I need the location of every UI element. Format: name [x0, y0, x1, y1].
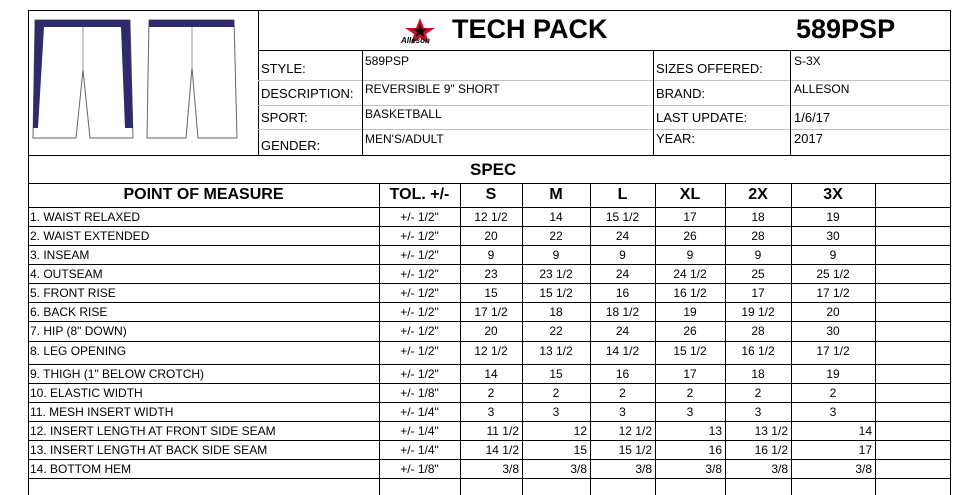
spec-value: 25 [751, 267, 765, 281]
spec-value: 9 [754, 248, 762, 262]
spec-value: 20 [484, 324, 498, 338]
spec-value: 17 [751, 286, 765, 300]
pom-label: 6. BACK RISE [30, 305, 108, 319]
spec-value: 17 1/2 [816, 286, 850, 300]
spec-value: 3 [754, 405, 762, 419]
spec-value: 3/8 [502, 462, 519, 476]
spec-value: 24 1/2 [673, 267, 707, 281]
spec-value: 16 1/2 [741, 344, 775, 358]
spec-value: 16 [615, 286, 630, 300]
spec-value: 18 [549, 305, 563, 319]
year-label: YEAR: [656, 131, 696, 146]
style-value: 589PSP [365, 54, 410, 68]
spec-value: 24 [615, 229, 630, 243]
spec-value: 12 1/2 [474, 210, 508, 224]
spec-value: 12 1/2 [618, 424, 652, 438]
tolerance-value: +/- 1/2" [400, 248, 439, 262]
pom-label: 1. WAIST RELAXED [30, 210, 141, 224]
tolerance-value: +/- 1/4" [400, 405, 439, 419]
size-header-3x: 3X [823, 186, 843, 203]
spec-value: 3/8 [771, 462, 788, 476]
pom-label: 14. BOTTOM HEM [30, 462, 132, 476]
spec-value: 2 [487, 386, 495, 400]
brand-value: ALLESON [794, 82, 850, 96]
spec-value: 24 [615, 267, 630, 281]
spec-value: 9 [619, 248, 626, 262]
spec-value: 15 1/2 [605, 210, 640, 224]
spec-value: 9 [686, 248, 694, 262]
spec-value: 3/8 [855, 462, 872, 476]
spec-value: 20 [826, 305, 840, 319]
spec-value: 13 [708, 424, 722, 438]
spec-value: 12 [573, 424, 587, 438]
spec-value: 15 [484, 286, 498, 300]
last-update-label: LAST UPDATE: [656, 110, 748, 125]
spec-value: 15 1/2 [673, 344, 707, 358]
sport-value: BASKETBALL [365, 107, 442, 121]
pom-label: 8. LEG OPENING [30, 344, 127, 358]
spec-value: 13 1/2 [754, 424, 788, 438]
spec-value: 17 1/2 [816, 344, 850, 358]
spec-value: 15 1/2 [539, 286, 573, 300]
spec-value: 2 [619, 386, 626, 400]
spec-value: 17 1/2 [474, 305, 508, 319]
gender-value: MEN'S/ADULT [365, 132, 444, 146]
spec-value: 23 1/2 [539, 267, 573, 281]
tolerance-value: +/- 1/2" [400, 210, 439, 224]
tol-header: TOL. +/- [389, 186, 450, 203]
spec-value: 2 [552, 386, 560, 400]
shorts-front-illustration [32, 18, 134, 140]
spec-value: 17 [683, 367, 697, 381]
pom-label: 13. INSERT LENGTH AT BACK SIDE SEAM [30, 443, 268, 457]
spec-value: 3 [686, 405, 694, 419]
spec-value: 3/8 [635, 462, 652, 476]
spec-value: 14 [484, 367, 498, 381]
spec-value: 17 [858, 443, 872, 457]
style-label: STYLE: [261, 61, 306, 76]
tolerance-value: +/- 1/2" [400, 367, 439, 381]
spec-value: 2 [686, 386, 694, 400]
spec-value: 18 [751, 210, 765, 224]
size-header-xl: XL [679, 186, 701, 203]
spec-value: 22 [549, 229, 563, 243]
spec-value: 9 [829, 248, 837, 262]
spec-value: 26 [683, 229, 697, 243]
tolerance-value: +/- 1/4" [400, 443, 439, 457]
spec-value: 30 [826, 324, 840, 338]
size-header-s: S [485, 186, 497, 203]
pom-label: 10. ELASTIC WIDTH [30, 386, 143, 400]
pom-header: POINT OF MEASURE [123, 186, 284, 203]
spec-value: 3/8 [705, 462, 722, 476]
spec-value: 19 [826, 210, 840, 224]
pom-label: 3. INSEAM [30, 248, 90, 262]
spec-value: 14 [549, 210, 563, 224]
spec-value: 3 [829, 405, 837, 419]
spec-value: 16 1/2 [673, 286, 707, 300]
tolerance-value: +/- 1/2" [400, 305, 439, 319]
size-header-m: M [549, 186, 563, 203]
last-update-value: 1/6/17 [794, 110, 831, 125]
page-title: TECH PACK [452, 14, 608, 44]
pom-label: 11. MESH INSERT WIDTH [30, 405, 174, 419]
tolerance-value: +/- 1/2" [400, 344, 439, 358]
pom-label: 2. WAIST EXTENDED [30, 229, 150, 243]
spec-value: 13 1/2 [539, 344, 573, 358]
spec-value: 20 [484, 229, 498, 243]
spec-value: 11 1/2 [486, 424, 519, 438]
spec-value: 28 [751, 324, 765, 338]
sizes-offered-label: SIZES OFFERED: [656, 61, 763, 76]
description-label: DESCRIPTION: [261, 86, 354, 101]
spec-value: 14 1/2 [605, 344, 640, 358]
spec-value: 3 [552, 405, 560, 419]
tolerance-value: +/- 1/2" [400, 286, 439, 300]
style-code: 589PSP [796, 14, 896, 44]
spec-value: 22 [549, 324, 563, 338]
spec-value: 12 1/2 [474, 344, 508, 358]
year-value: 2017 [794, 131, 823, 146]
tolerance-value: +/- 1/8" [400, 462, 439, 476]
spec-value: 15 [573, 443, 587, 457]
spec-value: 3 [619, 405, 626, 419]
sport-label: SPORT: [261, 110, 308, 125]
spec-value: 28 [751, 229, 765, 243]
spec-value: 30 [826, 229, 840, 243]
sizes-offered-value: S-3X [794, 54, 821, 68]
pom-label: 4. OUTSEAM [30, 267, 103, 281]
spec-value: 23 [484, 267, 498, 281]
spec-value: 16 [708, 443, 722, 457]
spec-value: 16 1/2 [754, 443, 788, 457]
size-header-l: L [617, 186, 628, 203]
spec-value: 19 [826, 367, 840, 381]
spec-value: 2 [829, 386, 837, 400]
tolerance-value: +/- 1/2" [400, 229, 439, 243]
tolerance-value: +/- 1/2" [400, 267, 439, 281]
gender-label: GENDER: [261, 138, 321, 153]
spec-value: 18 1/2 [605, 305, 640, 319]
spec-value: 18 [751, 367, 765, 381]
description-value: REVERSIBLE 9" SHORT [365, 82, 500, 96]
spec-value: 9 [487, 248, 495, 262]
spec-value: 15 [549, 367, 563, 381]
pom-label: 5. FRONT RISE [30, 286, 116, 300]
spec-value: 3 [487, 405, 495, 419]
brand-label: BRAND: [656, 86, 706, 101]
spec-value: 14 [858, 424, 872, 438]
pom-label: 12. INSERT LENGTH AT FRONT SIDE SEAM [30, 424, 276, 438]
spec-value: 24 [615, 324, 630, 338]
pom-label: 9. THIGH (1" BELOW CROTCH) [30, 367, 205, 381]
spec-value: 9 [552, 248, 560, 262]
tolerance-value: +/- 1/4" [400, 424, 439, 438]
tolerance-value: +/- 1/2" [400, 324, 439, 338]
spec-value: 2 [754, 386, 762, 400]
spec-value: 26 [683, 324, 697, 338]
spec-value: 19 1/2 [741, 305, 775, 319]
pom-label: 7. HIP (8" DOWN) [30, 324, 127, 338]
spec-value: 17 [683, 210, 697, 224]
spec-value: 16 [615, 367, 630, 381]
spec-title: SPEC [470, 160, 517, 179]
spec-value: 15 1/2 [618, 443, 652, 457]
size-header-2x: 2X [748, 186, 768, 203]
spec-value: 3/8 [570, 462, 587, 476]
tolerance-value: +/- 1/8" [400, 386, 439, 400]
spec-value: 19 [683, 305, 697, 319]
spec-value: 25 1/2 [816, 267, 850, 281]
spec-value: 14 1/2 [485, 443, 519, 457]
logo-text: Alleson [401, 36, 430, 45]
shorts-back-illustration [146, 18, 238, 140]
